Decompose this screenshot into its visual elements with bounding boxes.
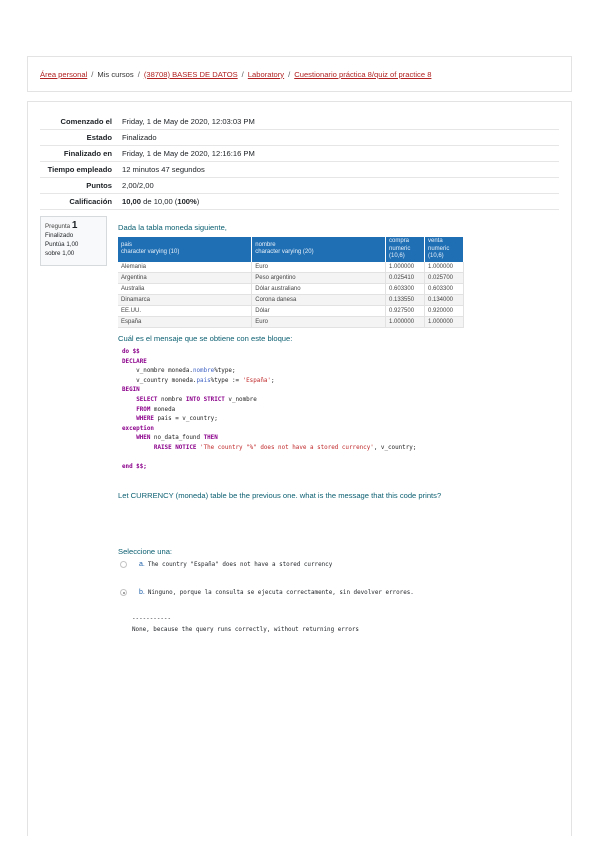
breadcrumb-separator: / [241, 69, 244, 79]
summary-row-grade [40, 194, 559, 210]
option-letter: a. [139, 561, 145, 568]
code-line: DECLARE [122, 358, 147, 365]
code-line: do $$ [122, 349, 140, 355]
table-cell: 0.920000 [424, 305, 463, 316]
table-cell: Argentina [118, 272, 252, 283]
summary-value: 2,00/2,00 [122, 181, 154, 190]
breadcrumb-link-home[interactable]: Área personal [40, 69, 88, 79]
select-one-label: Seleccione una: [118, 547, 173, 556]
table-cell: Dinamarca [118, 294, 252, 305]
moneda-header-row [118, 237, 464, 262]
table-row [118, 305, 464, 316]
question-mark-line1: Puntúa 1,00 [45, 241, 79, 248]
table-cell: 0.134000 [424, 294, 463, 305]
breadcrumb-separator: / [137, 69, 140, 79]
summary-label: Puntos [86, 181, 112, 190]
table-cell: 0.133550 [386, 294, 425, 305]
code-line: end $$; [122, 464, 147, 471]
table-cell: 0.025700 [424, 272, 463, 283]
code-line: exception [122, 425, 154, 432]
breadcrumb [27, 56, 572, 92]
breadcrumb-separator: / [288, 69, 291, 79]
summary-label: Estado [86, 133, 112, 142]
feedback-text: None, because the query runs correctly, without returning errors [132, 627, 359, 633]
summary-label: Calificación [69, 197, 112, 206]
summary-value: Finalizado [122, 133, 157, 142]
option-text: The country "España" does not have a stored currency [147, 561, 333, 568]
summary-label: Tiempo empleado [47, 165, 112, 174]
grade-percent: 100% [177, 197, 197, 206]
summary-value: Friday, 1 de May de 2020, 12:03:03 PM [122, 117, 255, 126]
grade-end: ) [196, 197, 200, 206]
table-cell: 0.603300 [424, 283, 463, 294]
option-letter: b. [139, 589, 145, 596]
question-text-es: Cuál es el mensaje que se obtiene con este bloque: [118, 334, 293, 343]
summary-value: 12 minutos 47 segundos [122, 165, 205, 174]
summary-row-finished [40, 146, 559, 162]
grade-value: 10,00 [122, 197, 142, 206]
grade-suffix: de 10,00 ( [143, 197, 178, 206]
table-cell: España [118, 316, 252, 327]
table-cell: Peso argentino [252, 272, 386, 283]
option-text: Ninguno, porque la consulta se ejecuta correctamente, sin devolver errores. [147, 589, 414, 596]
table-cell: Alemania [118, 262, 252, 273]
table-cell: Euro [252, 262, 386, 273]
table-cell: 0.025410 [386, 272, 425, 283]
moneda-table [118, 237, 464, 328]
question-intro: Dada la tabla moneda siguiente, [118, 223, 227, 232]
summary-label: Comenzado el [60, 117, 112, 126]
summary-value: Friday, 1 de May de 2020, 12:16:16 PM [122, 149, 255, 158]
question-number [45, 221, 102, 231]
column-header: compra numeric (10,6) [386, 237, 425, 262]
table-cell: Corona danesa [252, 294, 386, 305]
table-row [118, 283, 464, 294]
summary-row-time-taken [40, 162, 559, 178]
table-cell: Euro [252, 316, 386, 327]
summary-label: Finalizado en [63, 149, 112, 158]
question-mark-line2: sobre 1,00 [45, 250, 75, 257]
question-info-box [40, 216, 107, 266]
breadcrumb-item-my-courses: Mis cursos [97, 69, 134, 79]
table-cell: 0.603300 [386, 283, 425, 294]
column-header: venta numeric (10,6) [424, 237, 463, 262]
summary-row-started [40, 114, 559, 130]
question-prefix: Pregunta [45, 223, 71, 230]
table-row [118, 262, 464, 273]
table-cell: 1.000000 [424, 316, 463, 327]
answer-option-a[interactable] [120, 561, 332, 568]
feedback-block [132, 614, 359, 636]
feedback-dashes: ----------- [132, 616, 172, 622]
radio-button[interactable] [120, 561, 127, 568]
breadcrumb-link-laboratory[interactable]: Laboratory [247, 69, 285, 79]
table-row [118, 294, 464, 305]
table-cell: 1.000000 [424, 262, 463, 273]
summary-value [118, 194, 559, 210]
breadcrumb-link-quiz[interactable]: Cuestionario práctica 8/quiz of practice 8 [294, 69, 432, 79]
table-cell: 0.927500 [386, 305, 425, 316]
table-cell: EE.UU. [118, 305, 252, 316]
column-header: pais character varying (10) [118, 237, 252, 262]
radio-button-selected[interactable] [120, 589, 127, 596]
breadcrumb-link-course[interactable]: (38708) BASES DE DATOS [143, 69, 238, 79]
table-row [118, 272, 464, 283]
breadcrumb-separator: / [91, 69, 94, 79]
column-header: nombre character varying (20) [252, 237, 386, 262]
summary-row-marks [40, 178, 559, 194]
table-cell: Australia [118, 283, 252, 294]
code-line: BEGIN [122, 387, 140, 394]
question-state: Finalizado [45, 232, 74, 239]
code-block: do $$ DECLARE v_nombre moneda.nombre%type; v_country moneda.pais%type := 'España'; BEGIN SELECT nombre INTO STRICT v_nombre FROM moneda WHERE pais = v_country; exception WHEN no_data_found THEN RAISE NOTICE 'The country "%" does not have a stored currency', v_country; end $$; [122, 349, 417, 471]
table-row [118, 316, 464, 327]
attempt-summary-table [40, 114, 559, 210]
table-cell: Dólar australiano [252, 283, 386, 294]
summary-row-state [40, 130, 559, 146]
question-text-en: Let CURRENCY (moneda) table be the previous one. what is the message that this code prints? [118, 491, 442, 500]
table-cell: Dólar [252, 305, 386, 316]
table-cell: 1.000000 [386, 316, 425, 327]
table-cell: 1.000000 [386, 262, 425, 273]
question-number-value: 1 [71, 220, 78, 231]
answer-option-b[interactable] [120, 589, 414, 596]
